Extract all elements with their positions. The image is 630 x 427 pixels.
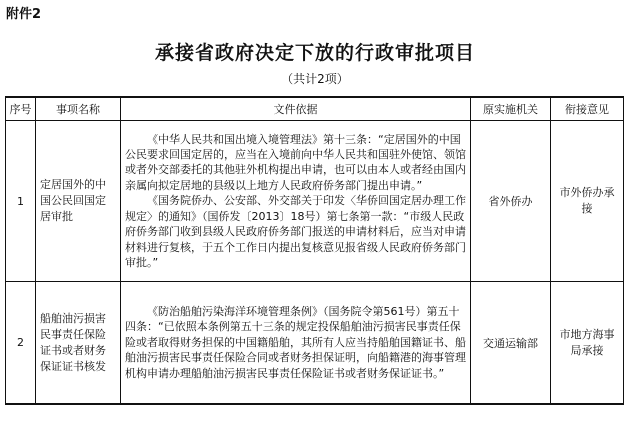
basis-paragraph: 《国务院侨办、公安部、外交部关于印发〈华侨回国定居办理工作规定〉的通知》（国侨发〔2013〕18号）第七条第一款：“市级人民政府侨务部门收到县级人民政府侨务部门报送的申请材料后，应当对申请材料进行复核，于五个工作日内提出复核意见报省级人民政府侨务部门审批。” <box>125 194 466 269</box>
basis-paragraph: 《中华人民共和国出境入境管理法》第十三条：“定居国外的中国公民要求回国定居的，应当在入境前向中华人民共和国驻外使馆、领馆或者外交部委托的其他驻外机构提出申请，也可以由本人或者经由国内亲属向拟定居地的县级以上地方人民政府侨务部门提出申请。” <box>125 132 466 192</box>
row-index: 2 <box>6 282 36 405</box>
row-original-agency: 交通运输部 <box>471 282 551 405</box>
attachment-label: 附件2 <box>6 7 42 22</box>
row-basis <box>121 121 471 282</box>
row-opinion: 市地方海事局承接 <box>551 282 624 405</box>
table-header-row <box>6 97 624 121</box>
table-row <box>6 282 624 405</box>
approval-items-table <box>5 96 624 405</box>
row-item-name: 船舶油污损害民事责任保险证书或者财务保证证书核发 <box>36 282 121 405</box>
row-original-agency: 省外侨办 <box>471 121 551 282</box>
row-index: 1 <box>6 121 36 282</box>
row-item-name: 定居国外的中国公民回国定居审批 <box>36 121 121 282</box>
document-subtitle: （共计2项） <box>281 72 349 86</box>
header-original-agency: 原实施机关 <box>471 97 551 121</box>
header-basis: 文件依据 <box>121 97 471 121</box>
table-row <box>6 121 624 282</box>
document-title: 承接省政府决定下放的行政审批项目 <box>154 42 475 64</box>
basis-paragraph: 《防治船舶污染海洋环境管理条例》（国务院令第561号）第五十四条：“已依照本条例第五十三条的规定投保船舶油污损害民事责任保险或者取得财务担保的中国籍船舶，其所有人应当持船舶国籍证书、船舶油污损害民事责任保险合同或者财务担保证明，向船籍港的海事管理机构申请办理船舶油污损害民事责任保险证书或者财务保证证书。” <box>125 304 466 380</box>
header-opinion: 衔接意见 <box>551 97 624 121</box>
header-item-name: 事项名称 <box>36 97 121 121</box>
row-basis <box>121 282 471 405</box>
row-opinion: 市外侨办承接 <box>551 121 624 282</box>
header-index: 序号 <box>6 97 36 121</box>
